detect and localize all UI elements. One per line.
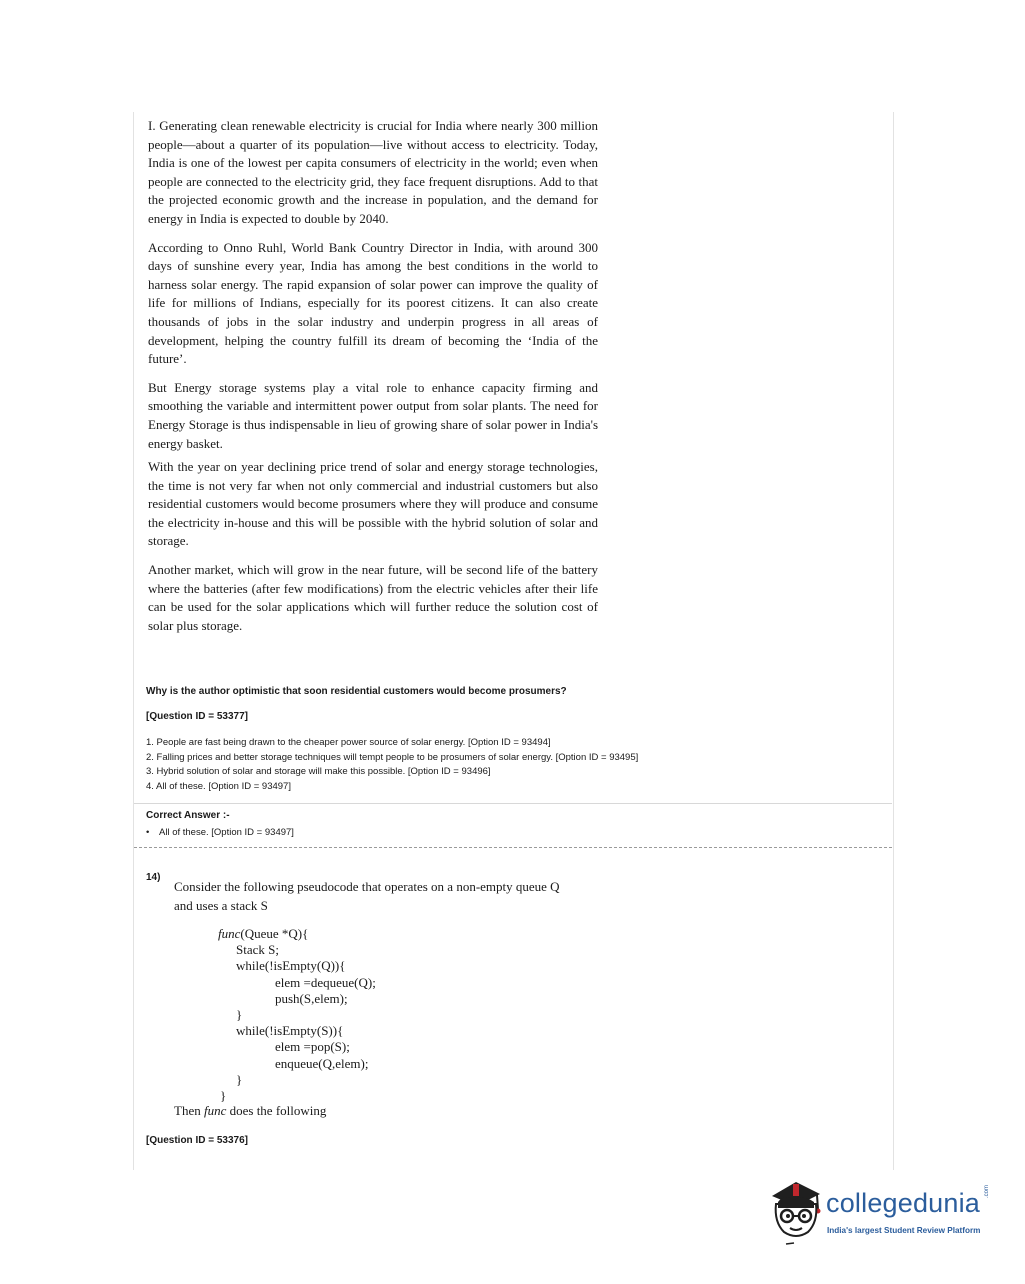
question-divider (134, 847, 892, 848)
question-13-options (146, 736, 638, 794)
reading-passage (148, 117, 598, 645)
question-14-then: Then func does the following (174, 1103, 327, 1118)
option-2: 2. Falling prices and better storage techniques will tempt people to be prosumers of solar energy. [Option ID = 93495] (146, 751, 639, 763)
mascot-icon (766, 1178, 826, 1248)
answer-divider (134, 803, 892, 804)
brand-domain: .com (984, 1184, 990, 1198)
code-line-11: } (220, 1088, 227, 1104)
collegedunia-logo (766, 1178, 996, 1248)
code-line-10: } (236, 1071, 243, 1087)
question-13-id: [Question ID = 53377] (146, 711, 248, 722)
code-line-6: } (236, 1007, 243, 1023)
question-13-text: Why is the author optimistic that soon residential customers would become prosumers? (146, 686, 567, 697)
question-14-number: 14) (146, 872, 161, 883)
code-line-2: Stack S; (236, 942, 279, 958)
question-14-text (174, 877, 624, 915)
code-line-4: elem =dequeue(Q); (275, 974, 376, 990)
pseudocode-block (218, 926, 376, 1104)
question-14-line-1: Consider the following pseudocode that operates on a non-empty queue Q (174, 879, 560, 894)
code-line-5: push(S,elem); (275, 990, 348, 1006)
correct-answer (146, 827, 294, 838)
correct-answer-label: Correct Answer :- (146, 810, 230, 821)
code-line-3: while(!isEmpty(Q)){ (236, 958, 346, 974)
passage-paragraph-5: Another market, which will grow in the near future, will be second life of the battery where the batteries (after few modifications) from the electric vehicles after their life can be used for the solar applications which will further reduce the solution cost of solar plus storage. (148, 562, 598, 633)
correct-answer-value: All of these. [Option ID = 93497] (159, 827, 294, 838)
question-14-line-2: and uses a stack S (174, 898, 268, 913)
code-line-8: elem =pop(S); (275, 1039, 350, 1055)
bullet-icon: • (146, 827, 150, 838)
question-14-id: [Question ID = 53376] (146, 1135, 248, 1146)
passage-paragraph-2: According to Onno Ruhl, World Bank Country Director in India, with around 300 days of sunshine every year, India has among the best conditions in the world to harness solar energy. The rapid expansion of solar power can improve the quality of life for millions of Indians, especially for its poorest citizens. It can also create thousands of jobs in the solar industry and underpin progress in all areas of development, helping the country fulfill its dream of becoming the ‘India of the future’. (148, 239, 598, 367)
option-4: 4. All of these. [Option ID = 93497] (146, 780, 291, 792)
passage-paragraph-4: With the year on year declining price trend of solar and energy storage technologies, the time is not very far when not only commercial and industrial customers but also residential customers would become prosumers where they will produce and consume the electricity in-house and this will be possible with the hybrid solution of solar and storage. (148, 459, 598, 549)
passage-paragraph-3: But Energy storage systems play a vital role to enhance capacity firming and smoothing the variable and intermittent power output from solar plants. The need for Energy Storage is thus indispensable in lieu of growing share of solar power in India's energy basket. (148, 379, 598, 451)
brand-tagline: India's largest Student Review Platform (827, 1226, 981, 1235)
option-3: 3. Hybrid solution of solar and storage will make this possible. [Option ID = 93496] (146, 766, 491, 778)
passage-paragraph-1: I. Generating clean renewable electricity is crucial for India where nearly 300 million people—about a quarter of its population—live without access to electricity. Today, India is one of the lowest per capita consumers of electricity in the world; even when people are connected to the electricity grid, they face frequent disruptions. Add to that the projected economic growth and the increase in population, and the demand for energy in India is expected to double by 2040. (148, 118, 598, 226)
code-line-7: while(!isEmpty(S)){ (236, 1023, 344, 1039)
code-line-1: func(Queue *Q){ (218, 926, 309, 941)
code-line-9: enqueue(Q,elem); (275, 1055, 369, 1071)
brand-name: collegedunia (826, 1188, 981, 1218)
option-1: 1. People are fast being drawn to the cheaper power source of solar energy. [Option ID = 93494] (146, 737, 551, 748)
